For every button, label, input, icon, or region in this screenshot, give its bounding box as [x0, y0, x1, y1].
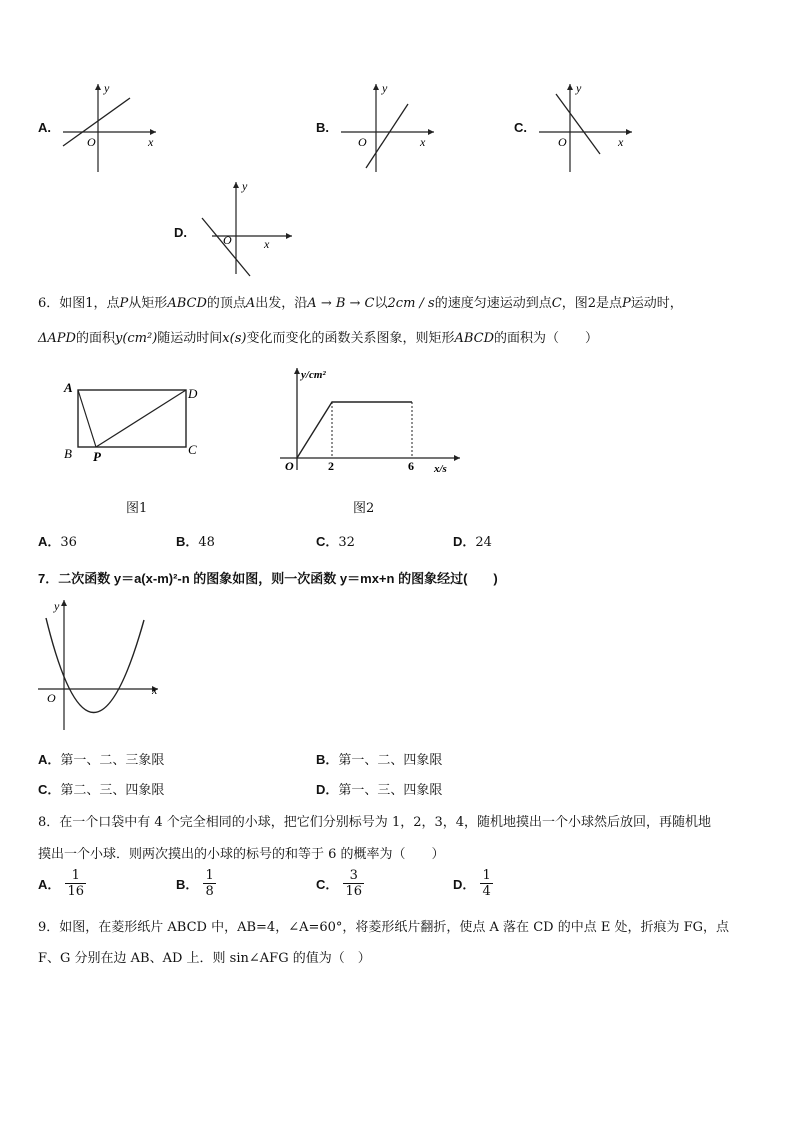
y-axis-label: y [382, 81, 388, 95]
q6-option-b[interactable]: B．48 [176, 534, 215, 550]
q9-line2: F、G 分别在边 AB、AD 上．则 sin∠AFG 的值为（ ） [38, 951, 371, 966]
q6-figure2 [270, 362, 470, 474]
q7-option-d[interactable]: D．第一、三、四象限 [316, 782, 443, 798]
fraction: $\frac{3}{16}$ [345, 868, 363, 899]
q8-line2: 摸出一个小球．则两次摸出的小球的标号的和等于 6 的概率为（ ） [38, 847, 445, 862]
q7-option-b[interactable]: B．第一、二、四象限 [316, 752, 443, 768]
q5-option-b[interactable] [316, 80, 426, 175]
option-label: B. [316, 120, 329, 135]
q7-question-text: 7．二次函数 y＝a(x-m)²-n 的图象如图，则一次函数 y＝mx+n 的图象经过( ) [38, 571, 498, 586]
q7-option-c[interactable]: C．第二、三、四象限 [38, 782, 165, 798]
vertex-c: C [188, 442, 197, 457]
x-axis-label: x [152, 683, 158, 697]
option-label: C. [514, 120, 527, 135]
y-axis-label: y/cm² [301, 369, 326, 381]
y-axis-label: y [54, 599, 60, 613]
q5-option-a[interactable] [38, 80, 154, 175]
q5-graph-a [58, 80, 158, 175]
x-axis-label: x [420, 135, 426, 149]
fraction: $\frac{1}{16}$ [67, 868, 85, 899]
q8-line1: 8．在一个口袋中有 4 个完全相同的小球，把它们分别标号为 1，2，3，4，随机地摸出一个小球然后放回，再随机地 [38, 815, 712, 830]
q7-parabola-graph [36, 596, 166, 734]
x-axis-label: x [148, 135, 154, 149]
tick-label-6: 6 [408, 459, 414, 473]
origin-label: O [47, 691, 56, 705]
origin-label: O [285, 459, 294, 473]
vertex-d: D [188, 386, 198, 401]
q8-option-a[interactable]: A． $\frac{1}{16}$ [38, 868, 85, 899]
y-axis-label: y [104, 81, 110, 95]
q6-figure1 [60, 378, 210, 466]
q5-graph-c [534, 80, 634, 175]
q8-option-c[interactable]: C． $\frac{3}{16}$ [316, 868, 363, 899]
q5-graph-d [194, 178, 294, 278]
x-axis-label: x/s [434, 463, 447, 474]
option-label: D. [174, 225, 187, 240]
y-axis-label: y [242, 179, 248, 193]
x-axis-label: x [618, 135, 624, 149]
q8-option-b[interactable]: B． $\frac{1}{8}$ [176, 868, 214, 899]
q5-graph-b [336, 80, 436, 175]
q6-figure2-caption: 图2 [353, 501, 375, 516]
y-axis-label: y [576, 81, 582, 95]
q6-option-a[interactable]: A．36 [38, 534, 77, 550]
tick-label-2: 2 [328, 459, 334, 473]
q8-option-d[interactable]: D． $\frac{1}{4}$ [453, 868, 491, 899]
q6-line2: ΔAPD的面积y(cm²)随运动时间x(s)变化而变化的函数关系图象，则矩形ABCD的面积为（ ） [38, 331, 599, 346]
x-axis-label: x [264, 237, 270, 251]
q6-option-c[interactable]: C．32 [316, 534, 355, 550]
origin-label: O [358, 135, 367, 149]
q6-figure1-caption: 图1 [126, 501, 148, 516]
q6-option-d[interactable]: D．24 [453, 534, 492, 550]
q5-option-c[interactable] [514, 80, 624, 175]
fraction: $\frac{1}{4}$ [482, 868, 491, 899]
origin-label: O [223, 233, 232, 247]
q9-line1: 9．如图，在菱形纸片 ABCD 中，AB=4，∠A=60°，将菱形纸片翻折，使点 A 落在 CD 的中点 E 处，折痕为 FG，点 [38, 920, 729, 935]
option-label: A. [38, 120, 51, 135]
origin-label: O [558, 135, 567, 149]
q5-option-d[interactable] [174, 178, 294, 278]
origin-label: O [87, 135, 96, 149]
q7-option-a[interactable]: A．第一、二、三象限 [38, 752, 165, 768]
q6-line1: 6．如图1，点P从矩形ABCD的顶点A出发，沿A → B → C以2cm / s的速度匀速运动到点C，图2是点P运动时， [38, 296, 683, 311]
point-p: P [93, 449, 101, 464]
vertex-a: A [64, 380, 73, 395]
vertex-b: B [64, 446, 72, 461]
fraction: $\frac{1}{8}$ [205, 868, 214, 899]
